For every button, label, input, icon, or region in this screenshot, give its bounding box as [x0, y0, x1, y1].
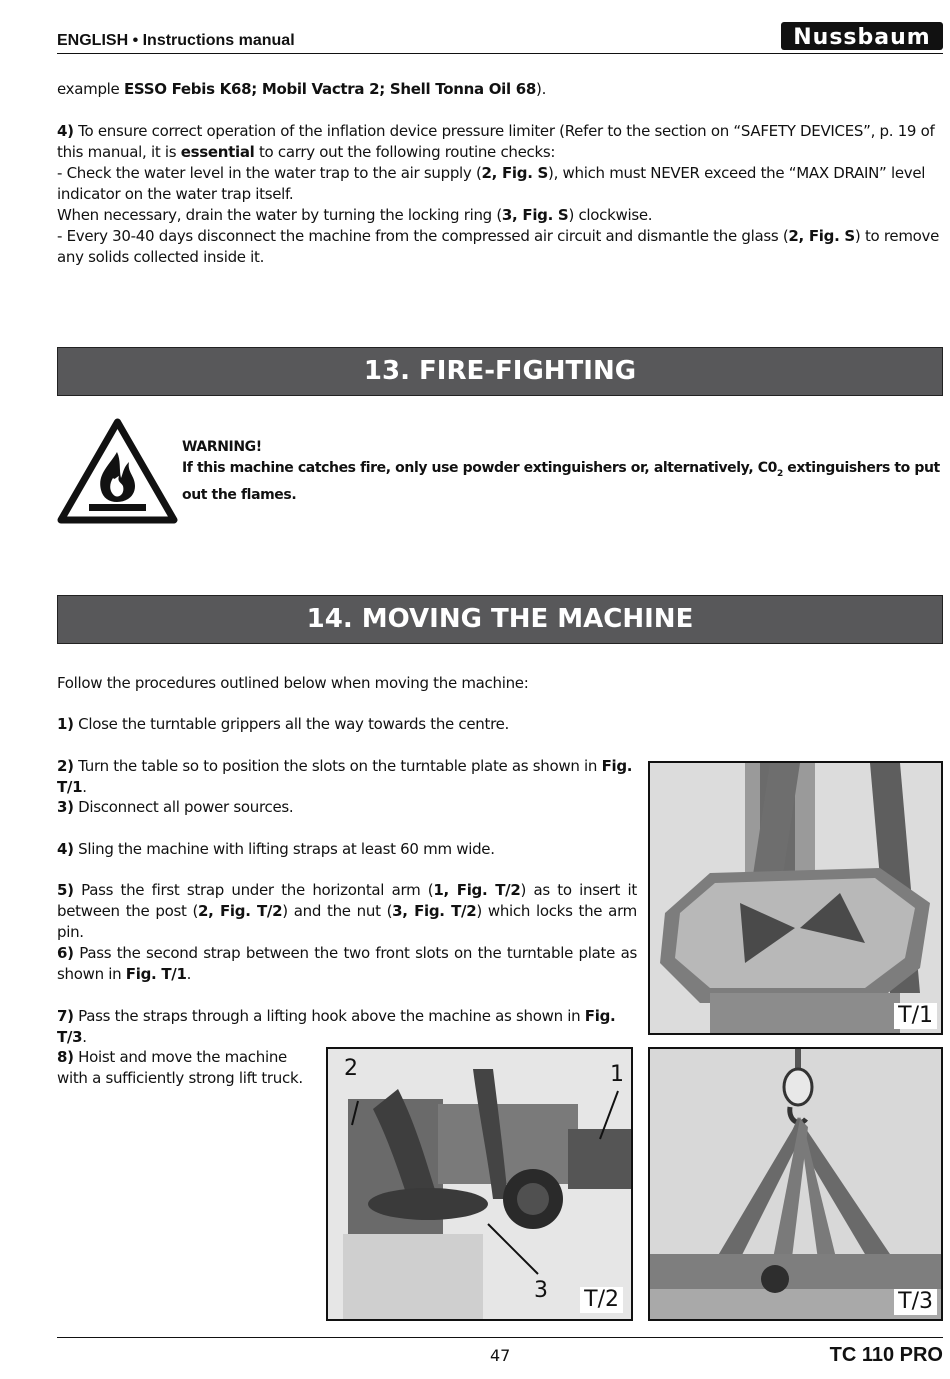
- figure-ref: Fig. T/3: [57, 1007, 616, 1046]
- text: ) which locks the arm pin.: [57, 902, 637, 941]
- figure-t3-photo: [648, 1047, 943, 1321]
- step-8: [57, 1047, 319, 1089]
- figure-ref: Fig. T/1: [125, 965, 187, 983]
- text: extinguishers to put out the flames.: [182, 460, 940, 503]
- step-number: 7): [57, 1007, 74, 1025]
- text: - Every 30-40 days disconnect the machine from the compressed air circuit and dismantle the glass (: [57, 227, 789, 245]
- step-number: 8): [57, 1048, 74, 1066]
- step-number: 4): [57, 122, 74, 140]
- text: If this machine catches fire, only use powder extinguishers or, alternatively, C0: [182, 460, 777, 476]
- text: Disconnect all power sources.: [73, 798, 294, 816]
- figure-t1-photo: [648, 761, 943, 1035]
- maintenance-paragraph: [57, 121, 943, 268]
- emphasis: essential: [180, 143, 255, 161]
- section-14-title: 14. MOVING THE MACHINE: [57, 595, 943, 644]
- step-1: [57, 714, 647, 735]
- text: .: [82, 778, 87, 796]
- text: Pass the straps through a lifting hook above the machine as shown in: [73, 1007, 585, 1025]
- fire-hazard-icon: [57, 418, 178, 524]
- text: To ensure correct operation of the inflation device pressure limiter (Refer to the section on “SAFETY DEVICES”, p. 19 of this manual, it is: [57, 122, 935, 161]
- figure-ref: Fig. T/1: [57, 757, 633, 796]
- fire-warning: [182, 437, 942, 506]
- callout-horizontal-arm: 1: [610, 1062, 624, 1087]
- text: When necessary, drain the water by turning the locking ring (: [57, 206, 502, 224]
- step-number: 1): [57, 715, 74, 733]
- text: Close the turntable grippers all the way towards the centre.: [73, 715, 510, 733]
- text: ).: [536, 80, 547, 98]
- arm-strap-illustration: [328, 1049, 631, 1319]
- step-3: [57, 797, 647, 818]
- figure-ref: 1, Fig. T/2: [433, 881, 521, 899]
- check-glass: [57, 226, 943, 268]
- warning-heading: WARNING!: [182, 439, 262, 455]
- oil-brands: ESSO Febis K68; Mobil Vactra 2; Shell Tonna Oil 68: [123, 80, 537, 98]
- page-header: [57, 18, 943, 54]
- text: ) to remove any solids collected inside it.: [57, 227, 940, 266]
- model-name: TC 110 PRO: [829, 1344, 943, 1366]
- step-number: 5): [57, 881, 74, 899]
- lifting-hook-illustration: [650, 1049, 941, 1319]
- drain-water: [57, 205, 943, 226]
- step-number: 2): [57, 757, 74, 775]
- text: .: [82, 1028, 87, 1046]
- figure-ref: 3, Fig. T/2: [392, 902, 477, 920]
- figure-t2-label: T/2: [580, 1287, 623, 1313]
- text: - Check the water level in the water trap to the air supply (: [57, 164, 482, 182]
- figure-ref: 2, Fig. S: [481, 164, 549, 182]
- warning-body: [182, 458, 942, 506]
- text: Hoist and move the machine with a sufficiently strong lift truck.: [57, 1048, 303, 1087]
- figure-ref: 2, Fig. S: [788, 227, 855, 245]
- step-number: 6): [57, 944, 74, 962]
- step-number: 4): [57, 840, 74, 858]
- page-number: 47: [490, 1346, 511, 1365]
- figure-ref: 2, Fig. T/2: [198, 902, 283, 920]
- nussbaum-logo: [781, 20, 943, 52]
- figure-t3-label: T/3: [894, 1289, 937, 1315]
- header-title: ENGLISH • Instructions manual: [57, 32, 295, 49]
- text: Turn the table so to position the slots on the turntable plate as shown in: [73, 757, 602, 775]
- step-7: [57, 1006, 647, 1048]
- step-5: [57, 880, 637, 943]
- moving-lead: Follow the procedures outlined below when moving the machine:: [57, 674, 529, 692]
- figure-t2-photo: [326, 1047, 633, 1321]
- text: Pass the second strap between the two front slots on the turntable plate as shown in: [57, 944, 637, 983]
- text: ), which must NEVER exceed the “MAX DRAIN” level indicator on the water trap itself.: [57, 164, 926, 203]
- figure-ref: 3, Fig. S: [501, 206, 569, 224]
- text: ) clockwise.: [568, 206, 653, 224]
- turntable-illustration: [650, 763, 941, 1033]
- text: .: [186, 965, 192, 983]
- step-number: 3): [57, 798, 74, 816]
- text: ) as to insert it between the post (: [57, 881, 637, 920]
- callout-nut: 3: [534, 1278, 548, 1303]
- figure-t1-label: T/1: [894, 1003, 937, 1029]
- step-6: [57, 943, 637, 985]
- subscript: 2: [776, 468, 783, 479]
- text: Sling the machine with lifting straps at least 60 mm wide.: [73, 840, 495, 858]
- callout-post: 2: [344, 1056, 358, 1081]
- check-water-level: [57, 163, 943, 205]
- text: example: [57, 80, 124, 98]
- step-4: [57, 839, 647, 860]
- step-4-intro: [57, 121, 943, 163]
- text: ) and the nut (: [282, 902, 393, 920]
- text: Pass the first strap under the horizontal arm (: [73, 881, 434, 899]
- intro-oil-line: [57, 79, 943, 100]
- step-2: [57, 756, 647, 798]
- svg-text:Nussbaum: Nussbaum: [793, 25, 931, 50]
- text: to carry out the following routine checks:: [254, 143, 556, 161]
- footer-divider: [57, 1337, 943, 1338]
- section-13-title: 13. FIRE-FIGHTING: [57, 347, 943, 396]
